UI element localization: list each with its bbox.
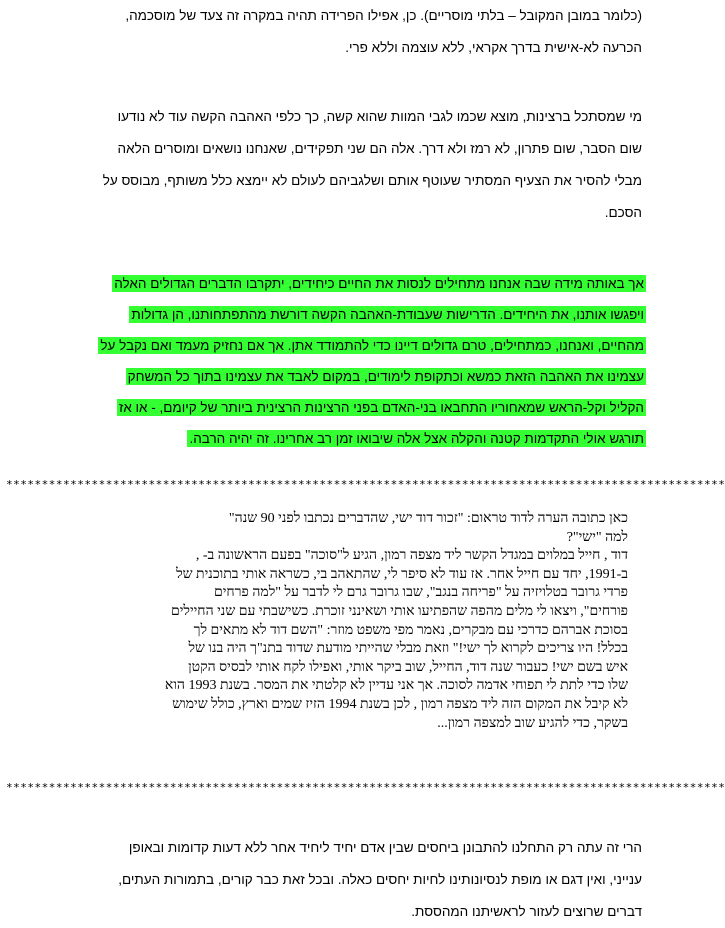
text-line: הרי זה עתה רק התחלנו להתבונן ביחסים שבין אדם יחיד ליחיד אחר ללא דעות קדומות ובאופן xyxy=(128,840,642,855)
note-line: שלו כדי לתת לי תפוחי אדמה לסוכה. אך אני עדיין לא קלטתי את המסר. בשנת 1993 הוא xyxy=(164,678,628,694)
note-line: בשקר, כדי להגיע שוב למצפה רמון... xyxy=(437,715,628,731)
text-line: הכרעה לא-אישית בדרך אקראי, ללא עוצמה וללא פרי. xyxy=(345,40,642,55)
paragraph-closing xyxy=(8,832,642,928)
highlighted-line: עצמינו את האהבה הזאת כמשא וכתקופת לימודים, במקום לאבד את עצמינו בתוך כל המשחק xyxy=(127,369,644,384)
note-line: למה "ישי"? xyxy=(566,529,628,545)
note-line: כאן כתובה הערה לדוד טראום: "זכור דוד ישי, שהדברים נכתבו לפני 90 שנה" xyxy=(228,511,628,526)
highlighted-line: הקליל וקל-הראש שמאחוריו התחבאו בני-האדם בפני הרצינות הרצינית ביותר של קיומם, - או אז xyxy=(118,400,644,415)
note-line: בכלל! היו צריכים לקרוא לך ישי!" וזאת מבלי שהייתי מודעת שדוד בתנ"ך היה בנו של xyxy=(188,641,628,657)
note-line: דוד , חייל במלוים במגדל הקשר ליד מצפה רמון, הגיע ל"סוכה" בפעם הראשונה ב- , xyxy=(195,548,628,564)
note-line: ב-1991, יחד עם חייל אחר. אז עוד לא סיפר לי, שהתאהב בי, כשראה אותי בתוכנית של xyxy=(176,566,628,582)
note-line: איש בשם ישי! כעבור שנה דוד, החייל, שוב ביקר אותי, ואפילו לקח אותי לבסיס הקטן xyxy=(188,659,628,675)
note-line: בסוכת אברהם כדרכי עם מבקרים, נאמר מפי משפט מוזר: "השם דוד לא מתאים לך xyxy=(193,622,628,638)
note-block xyxy=(52,510,628,733)
text-line: ענייני, ואין דגם או מופת לנסיונותינו לחיות יחסים כאלה. ובכל זאת כבר קורים, בתמורות העתים, xyxy=(118,872,642,887)
text-line: (כלומר במובן המקובל – בלתי מוסריים). כן, אפילו הפרידה תהיה במקרה זה צעד של מוסכמה, xyxy=(125,8,642,23)
text-line: דברים שרוצים לעזור לראשיתנו המהססת. xyxy=(411,904,642,919)
highlighted-line: מהחיים, ואנחנו, כמתחילים, טרם גדולים דיינו כדי להתמודד אתן. אך אם נחזיק מעמד ואם נקבל על xyxy=(100,338,644,353)
highlighted-paragraph xyxy=(4,271,646,457)
paragraph-love-death xyxy=(8,101,642,229)
highlighted-line: תורגש אולי התקדמות קטנה והקלה אצל אלה שיבואו זמן רב אחרינו. זה יהיה הרבה. xyxy=(189,431,644,446)
separator-stars-top: ***************************************************************************************************** xyxy=(6,478,725,491)
text-line: שום הסבר, שום פתרון, לא רמז ולא דרך. אלה הם שני תפקידים, שאנחנו נושאים ומוסרים הלאה xyxy=(117,141,642,156)
separator-stars-bottom: ***************************************************************************************************** xyxy=(6,781,725,794)
text-line: הסכם. xyxy=(604,205,642,220)
note-line: לא קיבל את המקום הזה ליד מצפה רמון , לכן בשנת 1994 הזיז שמים וארץ, כולל שימוש xyxy=(172,696,628,712)
highlighted-line: אך באותה מידה שבה אנחנו מתחילים לנסות את החיים כיחידים, יתקרבו הדברים הגדולים האלה xyxy=(114,276,644,291)
paragraph-intro xyxy=(8,0,642,64)
highlighted-line: ויפגשו אותנו, את היחידים. הדרישות שעבודת-האהבה הקשה דורשת מהתפתחותנו, הן גדולות xyxy=(131,307,644,322)
note-line: פורחים", ויצאו לי מלים מהפה שהפתיעו אותי ושאינני זוכרת. כשישבתי עם שני החיילים xyxy=(170,603,628,619)
text-line: מי שמסתכל ברצינות, מוצא שכמו לגבי המוות שהוא קשה, כך כלפי האהבה הקשה עוד לא נודעו xyxy=(117,109,642,124)
note-line: פרדי גרובר בטלויזיה על "פריחה בנגב", שבו גרובר גרם לי לדבר על "למה פרחים xyxy=(213,585,628,601)
text-line: מבלי להסיר את הצעיף המסתיר שעוטף אותם ושלגביהם לעולם לא יימצא כלל משותף, מבוסס על xyxy=(102,173,642,188)
